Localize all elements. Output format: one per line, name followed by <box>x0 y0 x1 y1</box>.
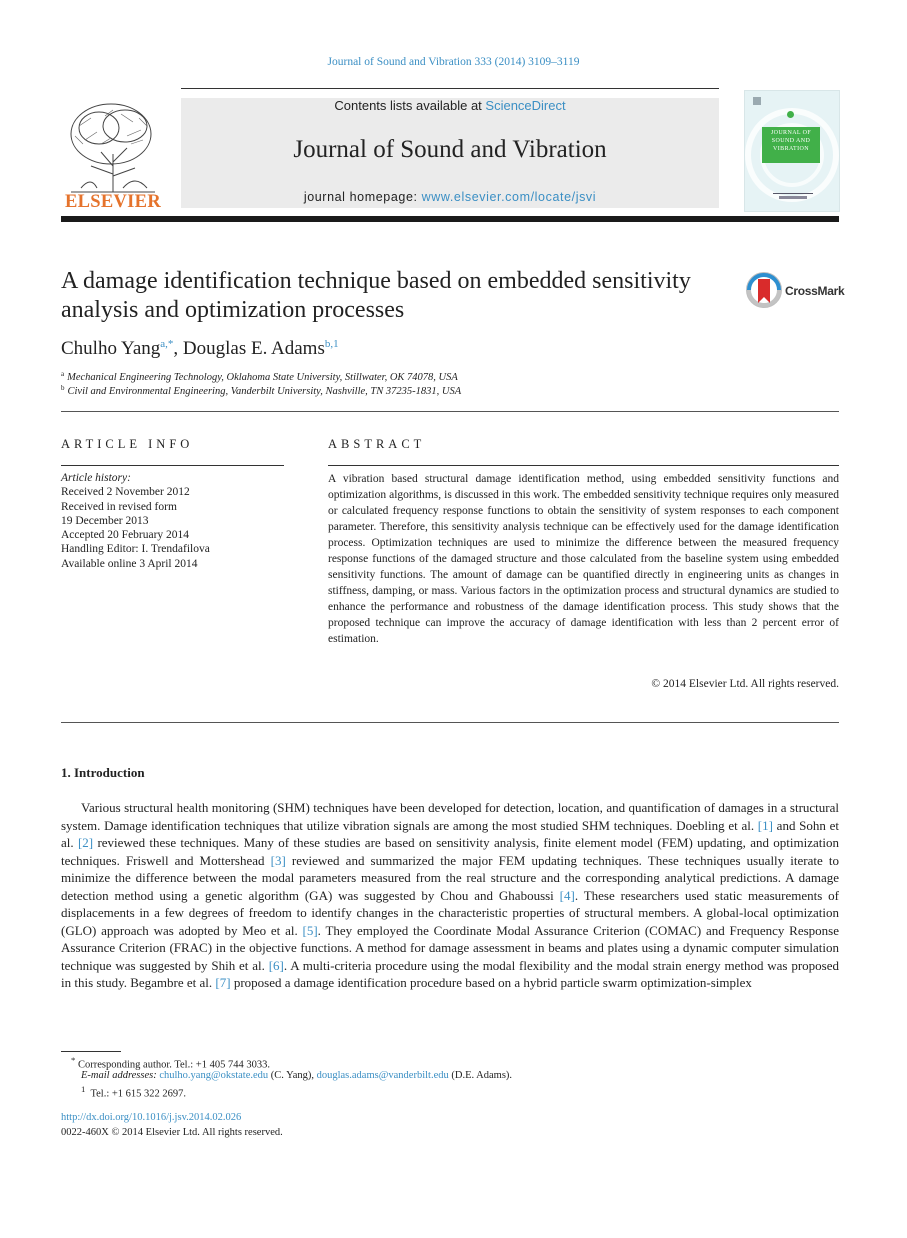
cover-dot-icon <box>787 111 794 118</box>
crossmark-label: CrossMark <box>785 284 845 298</box>
section-divider <box>61 411 839 412</box>
footnote-text: Tel.: +1 615 322 2697. <box>90 1088 187 1100</box>
affiliation-text: Mechanical Engineering Technology, Oklahoma State University, Stillwater, OK 74078, USA <box>67 372 458 383</box>
cover-publisher-mark-icon <box>773 191 813 201</box>
affiliation-b <box>61 384 461 397</box>
history-item: Received in revised form <box>61 500 177 513</box>
contents-line <box>181 98 719 113</box>
masthead <box>61 88 839 220</box>
abstract-text: A vibration based structural damage identification method, using embedded sensitivity functions and optimization algorithms, is discussed in this work. The embedded sensitivity technique requires only measured or calculated frequency response functions to obtain the sensitivity of system responses to each component parameter. Therefore, this sensitivity analysis technique can be effectively used for the damage identification process. Optimization techniques are used to minimize the difference between the measured frequency response functions of the damaged structure and those calculated from the baseline system using embedded sensitivity functions. The amount of damage can be quantified directly in engineering units as changes in stiffness, damping, or mass. Various factors in the optimization process and structural dynamics are studied to enhance the performance and robustness of the damage identification process. This study shows that the proposed technique can improve the accuracy of damage identification with less than 2 percent error of estimation. <box>328 473 839 645</box>
reference-link[interactable]: [7] <box>215 975 231 990</box>
issn-line: 0022-460X © 2014 Elsevier Ltd. All rights reserved. <box>61 1127 283 1138</box>
history-item: Accepted 20 February 2014 <box>61 529 190 542</box>
body-text: Various structural health monitoring (SHM) techniques have been developed for detection, location, and quantification of damages in a structural system. Damage identification techniques that utilize vibration signals are among the most studied SHM techniques. Doebling et al. <box>61 800 839 833</box>
body-text: . These researchers used static measurements of displacements in a few degrees of freedom to identify changes in the characteristic properties of structural members. A global-local optimization (GLO) approach was adopted by Meo et al. <box>61 887 840 938</box>
footnote-corresponding <box>71 1055 270 1071</box>
email-owner: (C. Yang), <box>268 1070 317 1081</box>
article-title: A damage identification technique based on embedded sensitivity analysis and optimization processes <box>61 268 691 323</box>
running-head[interactable]: Journal of Sound and Vibration 333 (2014) 3109–3119 <box>327 56 580 68</box>
footnote-rule <box>61 1051 121 1052</box>
email-owner: (D.E. Adams). <box>448 1070 513 1081</box>
homepage-prefix: journal homepage: <box>303 190 422 204</box>
body-text: . A multi-criteria procedure using the modal flexibility and the modal strain energy method was proposed in this study. Begambre et al. <box>61 957 839 990</box>
history-item: Received 2 November 2012 <box>61 486 190 499</box>
history-item: Available online 3 April 2014 <box>61 557 198 570</box>
affiliation-mark: b <box>61 384 65 392</box>
introduction-body <box>61 799 839 992</box>
reference-link[interactable]: [5] <box>302 922 318 938</box>
footnote-mark: 1 <box>81 1084 86 1094</box>
author-name: Douglas E. Adams <box>182 338 325 359</box>
contents-prefix: Contents lists available at <box>334 98 486 113</box>
journal-name: Journal of Sound and Vibration <box>293 136 607 163</box>
publisher-name: ELSEVIER <box>65 192 161 212</box>
body-text: and Sohn et al. <box>61 817 839 850</box>
email-link-yang[interactable]: chulho.yang@okstate.edu <box>159 1070 269 1081</box>
history-label: Article history: <box>61 472 131 484</box>
history-item: 19 December 2013 <box>61 514 149 527</box>
reference-link[interactable]: [4] <box>559 887 575 903</box>
body-text: proposed a damage identification procedure based on a hybrid particle swarm optimization-simplex <box>230 975 752 990</box>
email-label: E-mail addresses: <box>81 1070 157 1081</box>
homepage-link[interactable]: www.elsevier.com/locate/jsvi <box>421 190 597 204</box>
introduction-heading: 1. Introduction <box>61 765 145 780</box>
reference-link[interactable]: [6] <box>268 957 284 973</box>
article-info-heading: ARTICLE INFO <box>61 437 194 451</box>
footnote-tel <box>81 1084 186 1100</box>
reference-link[interactable]: [2] <box>77 835 94 850</box>
affiliation-text: Civil and Environmental Engineering, Vanderbilt University, Nashville, TN 37235-1831, USA <box>67 386 462 397</box>
top-rule <box>181 88 719 89</box>
doi-link[interactable]: http://dx.doi.org/10.1016/j.jsv.2014.02.026 <box>61 1112 242 1123</box>
history-item: Handling Editor: I. Trendafilova <box>61 543 210 556</box>
affiliation-a <box>61 370 458 383</box>
author-separator: , <box>173 338 183 359</box>
abstract-rule <box>328 465 839 466</box>
footnote-text: Corresponding author. Tel.: +1 405 744 3033. <box>78 1059 270 1071</box>
author-list <box>61 338 339 360</box>
footnote-mark: * <box>71 1055 76 1065</box>
author-marks[interactable]: a,* <box>160 338 174 350</box>
sciencedirect-link[interactable]: ScienceDirect <box>485 98 566 113</box>
author-name: Chulho Yang <box>61 338 161 359</box>
crossmark-icon <box>745 271 783 309</box>
journal-header-box <box>181 98 719 208</box>
email-link-adams[interactable]: douglas.adams@vanderbilt.edu <box>316 1070 449 1081</box>
author-marks[interactable]: b,1 <box>324 338 339 350</box>
cover-title: JOURNAL OF SOUND AND VIBRATION <box>762 127 820 163</box>
journal-cover-thumbnail[interactable] <box>744 90 840 212</box>
reference-link[interactable]: [3] <box>270 852 286 868</box>
body-text: . They employed the Coordinate Modal Assurance Criterion (COMAC) and Frequency Response Assurance Criterion (FRAC) in the objective functions. A method for damage assessment in beams and plates using a dynamic computer simulation technique was suggested by Shih et al. <box>61 922 839 973</box>
article-info-rule <box>61 465 284 466</box>
section-divider <box>61 722 839 723</box>
article-history <box>61 471 284 571</box>
body-text: reviewed these techniques. Many of these studies are based on sensitivity analysis, finite element model (FEM) updating, and optimization techniques. Friswell and Mottershead <box>61 835 839 868</box>
masthead-thick-rule <box>61 216 839 222</box>
abstract-copyright: © 2014 Elsevier Ltd. All rights reserved. <box>651 678 839 690</box>
reference-link[interactable]: [1] <box>757 817 773 833</box>
affiliation-mark: a <box>61 370 65 378</box>
footnote-emails <box>81 1070 512 1081</box>
homepage-line <box>181 190 719 204</box>
body-text: reviewed and summarized the major FEM updating techniques. These techniques usually iterate to minimize the difference between the modal parameters measured from the real structure and the corresponding analytical predictions. A damage detection method using a genetic algorithm (GA) was suggested by Chou and Ghaboussi <box>61 852 839 903</box>
crossmark-badge[interactable] <box>745 271 845 311</box>
abstract-heading: ABSTRACT <box>328 437 426 451</box>
